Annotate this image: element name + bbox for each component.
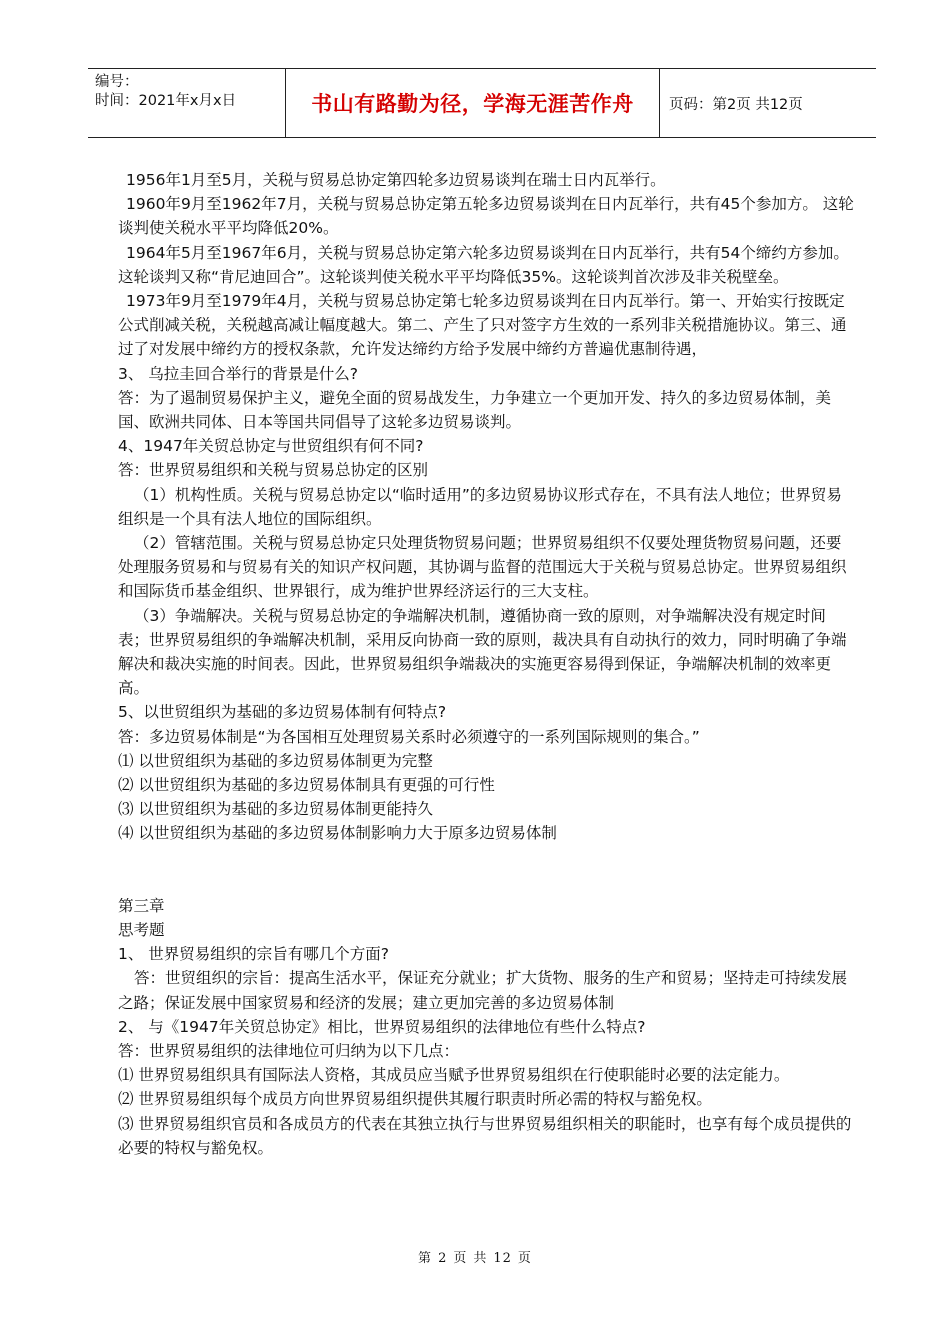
question: 4、1947年关贸总协定与世贸组织有何不同? xyxy=(118,437,424,456)
paragraph: （3）争端解决。关税与贸易总协定的争端解决机制，遵循协商一致的原则，对争端解决没有规定时间表；世界贸易组织的争端解决机制，采用反向协商一致的原则，裁决具有自动执行的效力，同时明确了争端解决和裁决实施的时间表。因此，世界贸易组织争端裁决的实施更容易得到保证，争端解决机制的效率更高。 xyxy=(118,606,847,698)
list-item: ⑵ 世界贸易组织每个成员方向世界贸易组织提供其履行职责时所必需的特权与豁免权。 xyxy=(118,1090,712,1109)
question: 2、 与《1947年关贸总协定》相比，世界贸易组织的法律地位有些什么特点? xyxy=(118,1017,646,1036)
list-item: ⑴ 世界贸易组织具有国际法人资格，其成员应当赋予世界贸易组织在行使职能时必要的法定能力。 xyxy=(118,1066,790,1085)
answer: 答：世贸组织的宗旨：提高生活水平，保证充分就业；扩大货物、服务的生产和贸易；坚持走可持续发展之路；保证发展中国家贸易和经济的发展；建立更加完善的多边贸易体制 xyxy=(118,969,848,1012)
answer: 答：为了遏制贸易保护主义，避免全面的贸易战发生，力争建立一个更加开发、持久的多边贸易体制，美国、欧洲共同体、日本等国共同倡导了这轮多边贸易谈判。 xyxy=(118,388,832,432)
header-meta xyxy=(88,69,286,137)
paragraph: 1973年9月至1979年4月，关税与贸易总协定第七轮多边贸易谈判在日内瓦举行。第一、开始实行按既定公式削减关税，关税越高减让幅度越大。第二、产生了只对签字方生效的一系列非关税措施协议。第三、通过了对发展中缔约方的授权条款，允许发达缔约方给予发展中缔约方普遍优惠制待遇， xyxy=(118,292,847,359)
header-motto: 书山有路勤为径，学海无涯苦作舟 xyxy=(286,69,660,137)
footer-total-pages: 12 xyxy=(493,1251,512,1266)
list-item: ⑶ 世界贸易组织官员和各成员方的代表在其独立执行与世界贸易组织相关的职能时，也享有每个成员提供的必要的特权与豁免权。 xyxy=(118,1114,852,1157)
question: 3、 乌拉圭回合举行的背景是什么? xyxy=(118,364,359,383)
footer-page-number: 2 xyxy=(438,1251,448,1266)
paragraph: 1960年9月至1962年7月，关税与贸易总协定第五轮多边贸易谈判在日内瓦举行，共有45个参加方。 这轮谈判使关税水平平均降低20%。 xyxy=(118,195,854,238)
paragraph: （1）机构性质。关税与贸易总协定以“临时适用”的多边贸易协议形式存在，不具有法人地位；世界贸易组织是一个具有法人地位的国际组织。 xyxy=(118,485,842,528)
list-item: ⑵ 以世贸组织为基础的多边贸易体制具有更强的可行性 xyxy=(118,776,495,795)
section-gap xyxy=(118,846,854,894)
paragraph: （2）管辖范围。关税与贸易总协定只处理货物贸易问题；世界贸易组织不仅要处理货物贸易问题，还要处理服务贸易和与贸易有关的知识产权问题，其协调与监督的范围远大于关税与贸易总协定。世界贸易组织和国际货币基金组织、世界银行，成为维护世界经济运行的三大支柱。 xyxy=(118,534,847,601)
section-heading: 思考题 xyxy=(118,920,165,939)
document-body xyxy=(118,168,854,1160)
answer: 答：世界贸易组织的法律地位可归纳为以下几点： xyxy=(118,1041,460,1060)
header-page-info: 页码：第2页 共12页 xyxy=(669,96,803,113)
answer: 答：多边贸易体制是“为各国相互处理贸易关系时必须遵守的一系列国际规则的集合。” xyxy=(118,727,700,746)
answer: 答：世界贸易组织和关税与贸易总协定的区别 xyxy=(118,461,429,480)
paragraph: 1964年5月至1967年6月，关税与贸易总协定第六轮多边贸易谈判在日内瓦举行，共有54个缔约方参加。这轮谈判又称“肯尼迪回合”。这轮谈判使关税水平平均降低35%。这轮谈判首次涉及非关税壁垒。 xyxy=(118,243,849,286)
footer-gong: 共 xyxy=(473,1251,488,1266)
list-item: ⑶ 以世贸组织为基础的多边贸易体制更能持久 xyxy=(118,800,433,819)
code-label: 编号： xyxy=(95,74,139,90)
page-header xyxy=(88,68,876,138)
page-footer xyxy=(0,1247,950,1266)
chapter-heading: 第三章 xyxy=(118,896,165,915)
list-item: ⑴ 以世贸组织为基础的多边贸易体制更为完整 xyxy=(118,751,433,770)
question: 1、 世界贸易组织的宗旨有哪几个方面? xyxy=(118,945,390,964)
footer-di: 第 xyxy=(418,1251,433,1266)
list-item: ⑷ 以世贸组织为基础的多边贸易体制影响力大于原多边贸易体制 xyxy=(118,824,557,843)
paragraph: 1956年1月至5月，关税与贸易总协定第四轮多边贸易谈判在瑞士日内瓦举行。 xyxy=(126,171,666,189)
question: 5、以世贸组织为基础的多边贸易体制有何特点? xyxy=(118,703,447,722)
footer-ye: 页 xyxy=(517,1251,532,1266)
time-label: 时间：2021年x月x日 xyxy=(95,93,237,109)
footer-ye: 页 xyxy=(453,1251,468,1266)
